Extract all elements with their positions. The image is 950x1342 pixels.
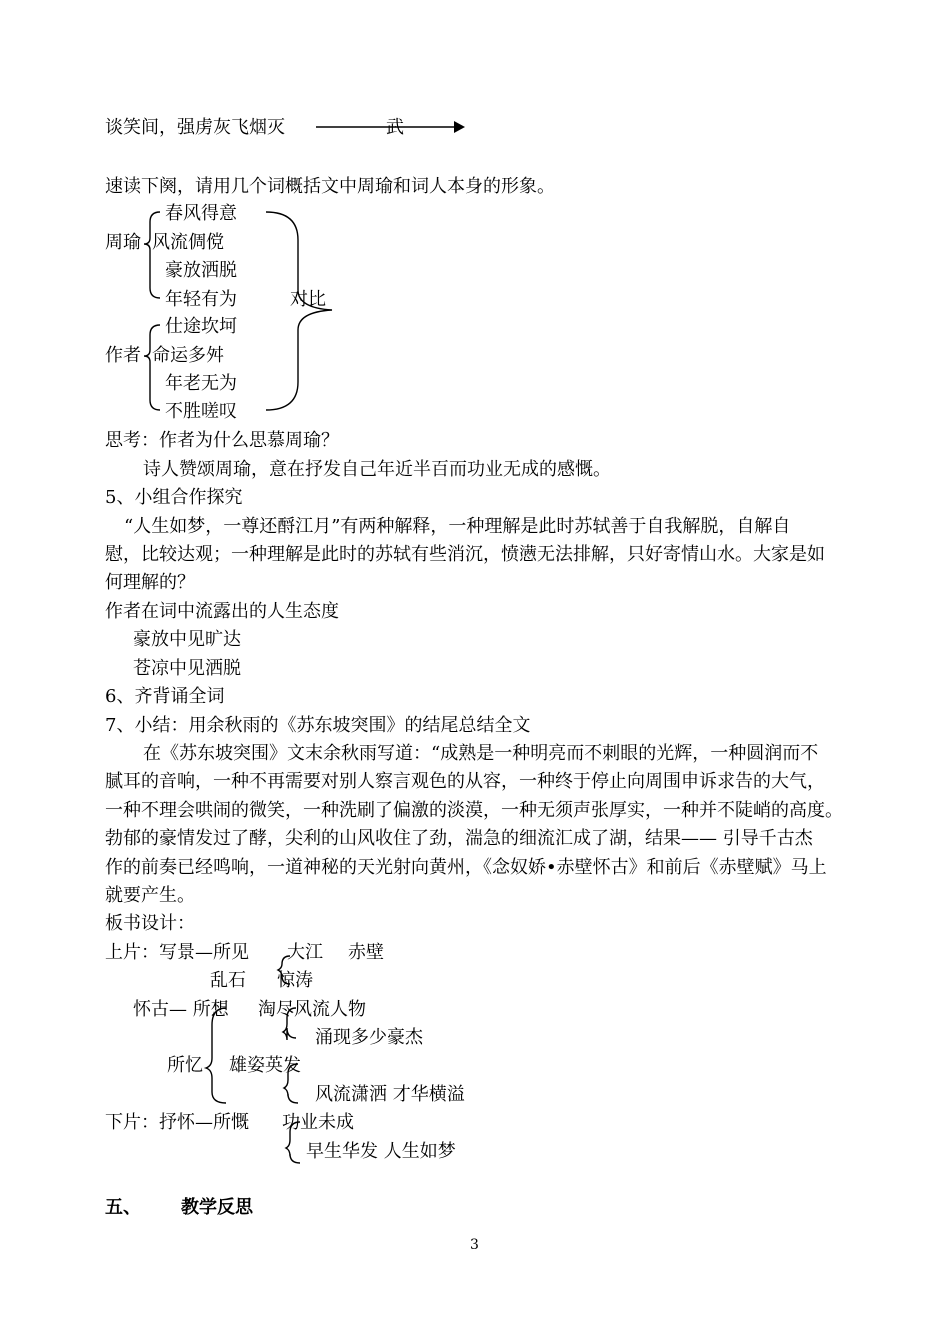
section7-line: 就要产生。 xyxy=(105,885,195,906)
think-answer: 诗人赞颂周瑜，意在抒发自己年近半百而功业无成的感慨。 xyxy=(143,459,611,480)
page-number: 3 xyxy=(470,1237,479,1253)
section7-heading: 7、小结：用余秋雨的《苏东坡突围》的结尾总结全文 xyxy=(105,715,531,736)
section7-line: 一种不理会哄闹的微笑，一种洗刷了偏激的淡漠，一种无须声张厚实，一种并不陡峭的高度。 xyxy=(105,800,843,821)
section7-line: 在《苏东坡突围》文末余秋雨写道：“成熟是一种明亮而不刺眼的光辉，一种圆润而不 xyxy=(143,743,819,764)
quote-line: 谈笑间，强虏灰飞烟灭 xyxy=(105,117,285,138)
board-gongye: 功业未成 xyxy=(282,1112,354,1133)
section5-line: 慰，比较达观；一种理解是此时的苏轼有些消沉，愤懑无法排解，只好寄情山水。大家是如 xyxy=(105,544,825,565)
board-xiongzi: 雄姿英发 xyxy=(229,1055,301,1076)
zhouyu-item: 豪放洒脱 xyxy=(165,260,237,281)
section7-line: 腻耳的音响，一种不再需要对别人察言观色的从容，一种终于停止向周围申诉求告的大气， xyxy=(105,771,825,792)
board-huaigu: 怀古— 所想 xyxy=(133,999,229,1020)
board-fengliu: 风流潇洒 才华横溢 xyxy=(315,1084,465,1105)
section-five-number: 五、 xyxy=(105,1197,141,1218)
author-item: 仕途坎坷 xyxy=(165,316,237,337)
arrow-head xyxy=(454,121,465,133)
board-seen: 赤壁 xyxy=(348,942,384,963)
section5-line: 何理解的？ xyxy=(105,572,195,593)
section6-heading: 6、齐背诵全词 xyxy=(105,686,225,707)
arrow-label: 武 xyxy=(386,117,404,138)
attitude-title: 作者在词中流露出的人生态度 xyxy=(105,601,339,622)
author-label: 作者 xyxy=(105,345,141,366)
section7-line: 勃郁的豪情发过了酵，尖利的山风收住了劲，湍急的细流汇成了湖，结果—— 引导千古杰 xyxy=(105,828,813,849)
section5-line: “人生如梦，一尊还酹江月”有两种解释，一种理解是此时苏轼善于自我解脱，自解自 xyxy=(124,516,791,537)
board-title: 板书设计： xyxy=(105,913,195,934)
author-item: 不胜嗟叹 xyxy=(165,401,237,422)
author-item: 年老无为 xyxy=(165,373,237,394)
board-suoyi: 所忆 xyxy=(167,1055,203,1076)
board-zaosheng: 早生华发 人生如梦 xyxy=(306,1141,456,1162)
board-upper-label: 上片：写景—所见 xyxy=(105,942,249,963)
attitude-item: 苍凉中见洒脱 xyxy=(133,658,241,679)
board-seen: 大江 xyxy=(287,942,323,963)
zhouyu-item: 风流倜傥 xyxy=(152,232,224,253)
contrast-bracket xyxy=(266,212,332,410)
board-lower-label: 下片：抒怀—所慨 xyxy=(105,1112,249,1133)
section5-heading: 5、小组合作探究 xyxy=(105,487,243,508)
contrast-label: 对比 xyxy=(290,289,326,310)
suoyi-brace xyxy=(206,1008,226,1103)
section-five-title: 教学反思 xyxy=(181,1197,253,1218)
zhouyu-item: 年轻有为 xyxy=(165,289,237,310)
zhouyu-item: 春风得意 xyxy=(165,203,237,224)
board-taojin: 淘尽风流人物 xyxy=(258,999,366,1020)
board-seen: 惊涛 xyxy=(277,970,313,991)
section7-line: 作的前奏已经鸣响，一道神秘的天光射向黄州，《念奴娇•赤壁怀古》和前后《赤壁赋》马上 xyxy=(105,857,827,878)
author-item: 命运多舛 xyxy=(152,345,224,366)
zhouyu-brace xyxy=(144,212,160,298)
board-yongxian: 涌现多少豪杰 xyxy=(315,1027,423,1048)
author-brace xyxy=(144,325,160,410)
attitude-item: 豪放中见旷达 xyxy=(133,629,241,650)
think-question: 思考：作者为什么思慕周瑜？ xyxy=(105,430,339,451)
intro-question: 速读下阕，请用几个词概括文中周瑜和词人本身的形象。 xyxy=(105,176,555,197)
board-seen: 乱石 xyxy=(210,970,246,991)
zhouyu-label: 周瑜 xyxy=(105,232,141,253)
